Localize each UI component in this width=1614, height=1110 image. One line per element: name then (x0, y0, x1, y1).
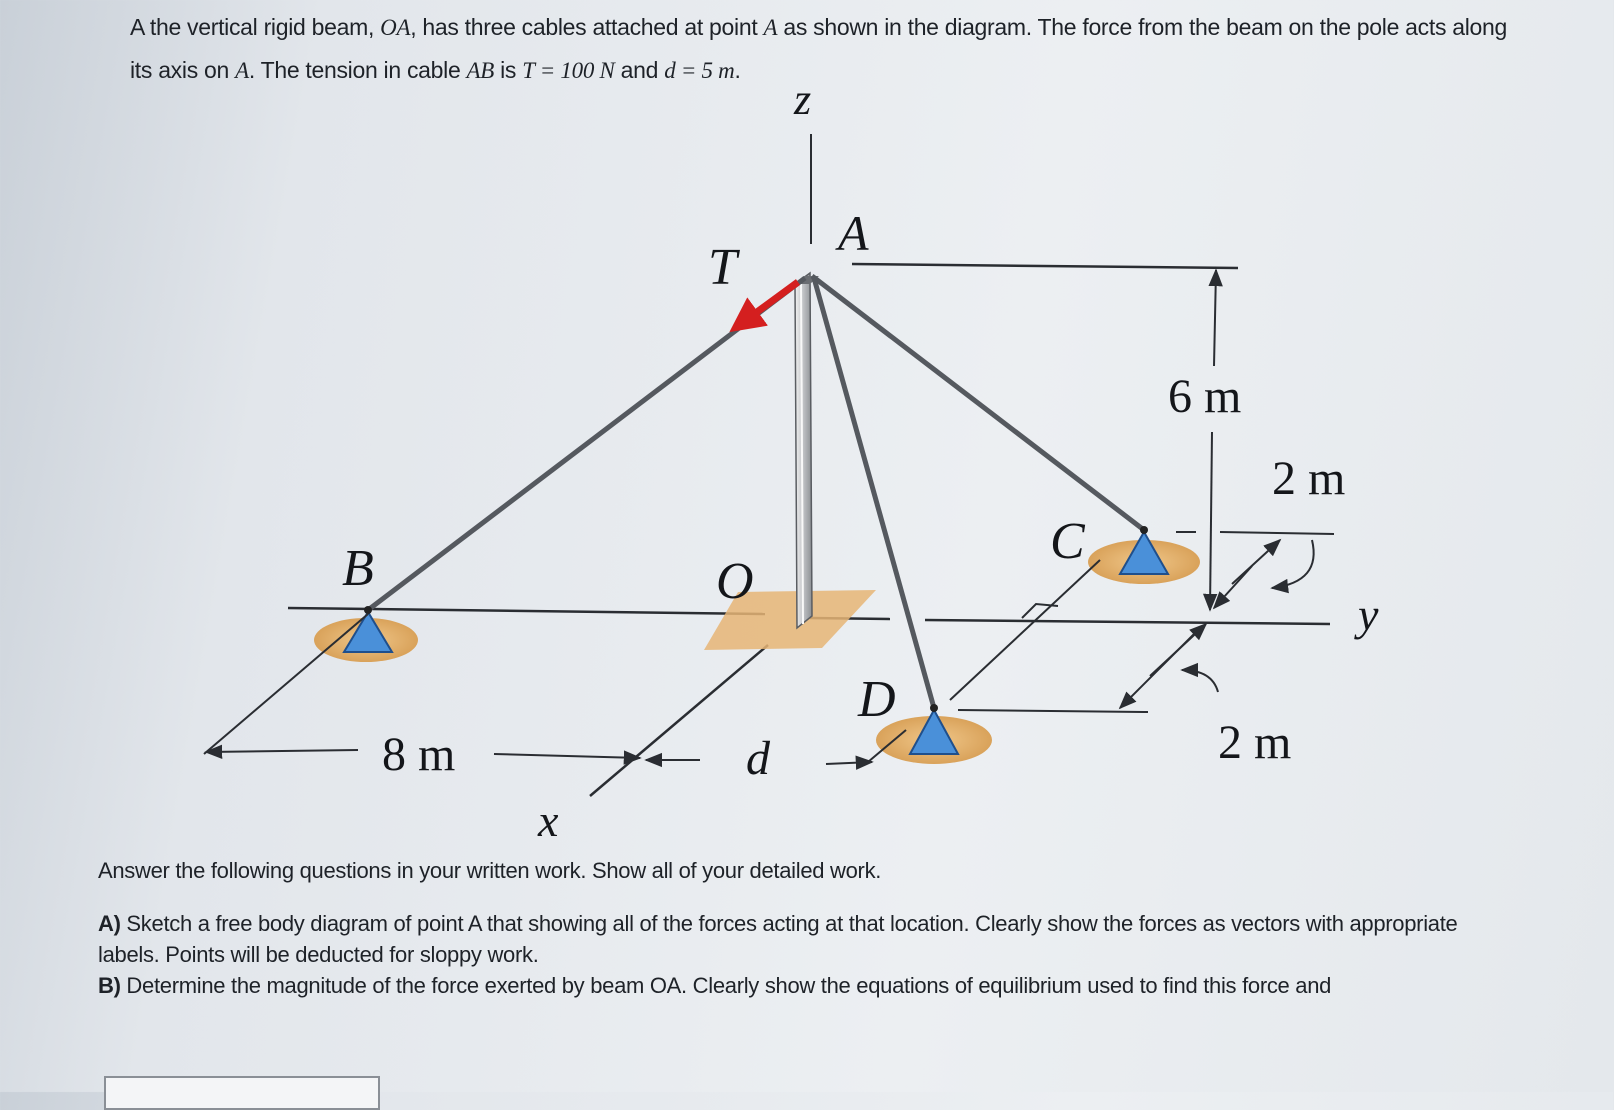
question-a (98, 908, 1498, 970)
point-name: A (763, 15, 778, 40)
dim-6m-arrow-up (1214, 270, 1216, 366)
intro-text: A the vertical rigid beam, (130, 14, 381, 40)
dim-2m-top-curve (1272, 540, 1314, 588)
dim-d-label: d (746, 732, 770, 785)
intro-text: as shown in the diagram. The force from the beam on the pole acts along its axis on (130, 14, 1508, 83)
questions-section (98, 855, 1498, 1001)
question-b-text: Determine the magnitude of the force exerted by beam OA. Clearly show the equations of equilibrium used to find this force and (120, 973, 1332, 998)
dim-d-arrow-right (826, 762, 872, 764)
label-O: O (716, 553, 754, 610)
c-projection-line (950, 560, 1100, 700)
label-D: D (858, 671, 896, 728)
dim-2m-top-arrow (1232, 540, 1280, 584)
x-axis-label: x (538, 795, 559, 846)
cable-AC (812, 276, 1144, 530)
dim-2m-top-label: 2 m (1272, 452, 1346, 505)
beam-name: OA (380, 15, 411, 40)
tension-value: T = 100 N (522, 58, 615, 83)
intro-text: is (494, 57, 523, 83)
dim-2m-bottom-label: 2 m (1218, 716, 1292, 769)
intro-text: . (734, 57, 741, 83)
point-name: A (235, 58, 249, 83)
c-ref-line (1220, 532, 1334, 534)
cable-name: AB (466, 58, 495, 83)
cable-AD (814, 278, 934, 708)
question-b (98, 970, 1498, 1001)
y-axis-line-right (925, 620, 1330, 624)
intro-text: and (614, 57, 665, 83)
label-T: T (708, 239, 737, 296)
tension-arrow (735, 282, 798, 328)
label-B: B (342, 540, 374, 597)
dim-2m-bottom-curve (1182, 670, 1218, 692)
dim-6m-arrow-down (1210, 432, 1212, 610)
label-A: A (838, 205, 869, 261)
y-axis-line-left (288, 608, 765, 614)
dim-8m-label: 8 m (382, 728, 456, 781)
dim-8m-arrow-right (494, 754, 640, 758)
d-ref-line (958, 710, 1148, 712)
y-axis-label: y (1358, 589, 1379, 640)
question-b-label: B) (98, 973, 121, 998)
b-projection-line (204, 614, 368, 754)
question-a-text: Sketch a free body diagram of point A that showing all of the forces acting at that location. Clearly show the forces as vectors with appropriate labels. Points will be deducted for sloppy work. (98, 911, 1458, 967)
height-reference-line (852, 264, 1238, 268)
support-C (1088, 526, 1200, 584)
questions-instruction: Answer the following questions in your written work. Show all of your detailed work. (98, 858, 882, 883)
label-C: C (1050, 513, 1085, 570)
z-axis-label: z (794, 75, 812, 124)
answer-input-box[interactable] (104, 1076, 380, 1110)
dim-8m-arrow-left (206, 750, 358, 752)
intro-text: , has three cables attached at point (410, 14, 764, 40)
dim-2m-bottom-arrow-up (1150, 624, 1206, 676)
intro-text: . The tension in cable (248, 57, 467, 83)
distance-value: d = 5 m (664, 58, 735, 83)
x-axis-line (590, 645, 768, 796)
dim-6m-label: 6 m (1168, 370, 1242, 423)
question-a-label: A) (98, 911, 121, 936)
dim-2m-top-arrow-down (1214, 566, 1252, 608)
